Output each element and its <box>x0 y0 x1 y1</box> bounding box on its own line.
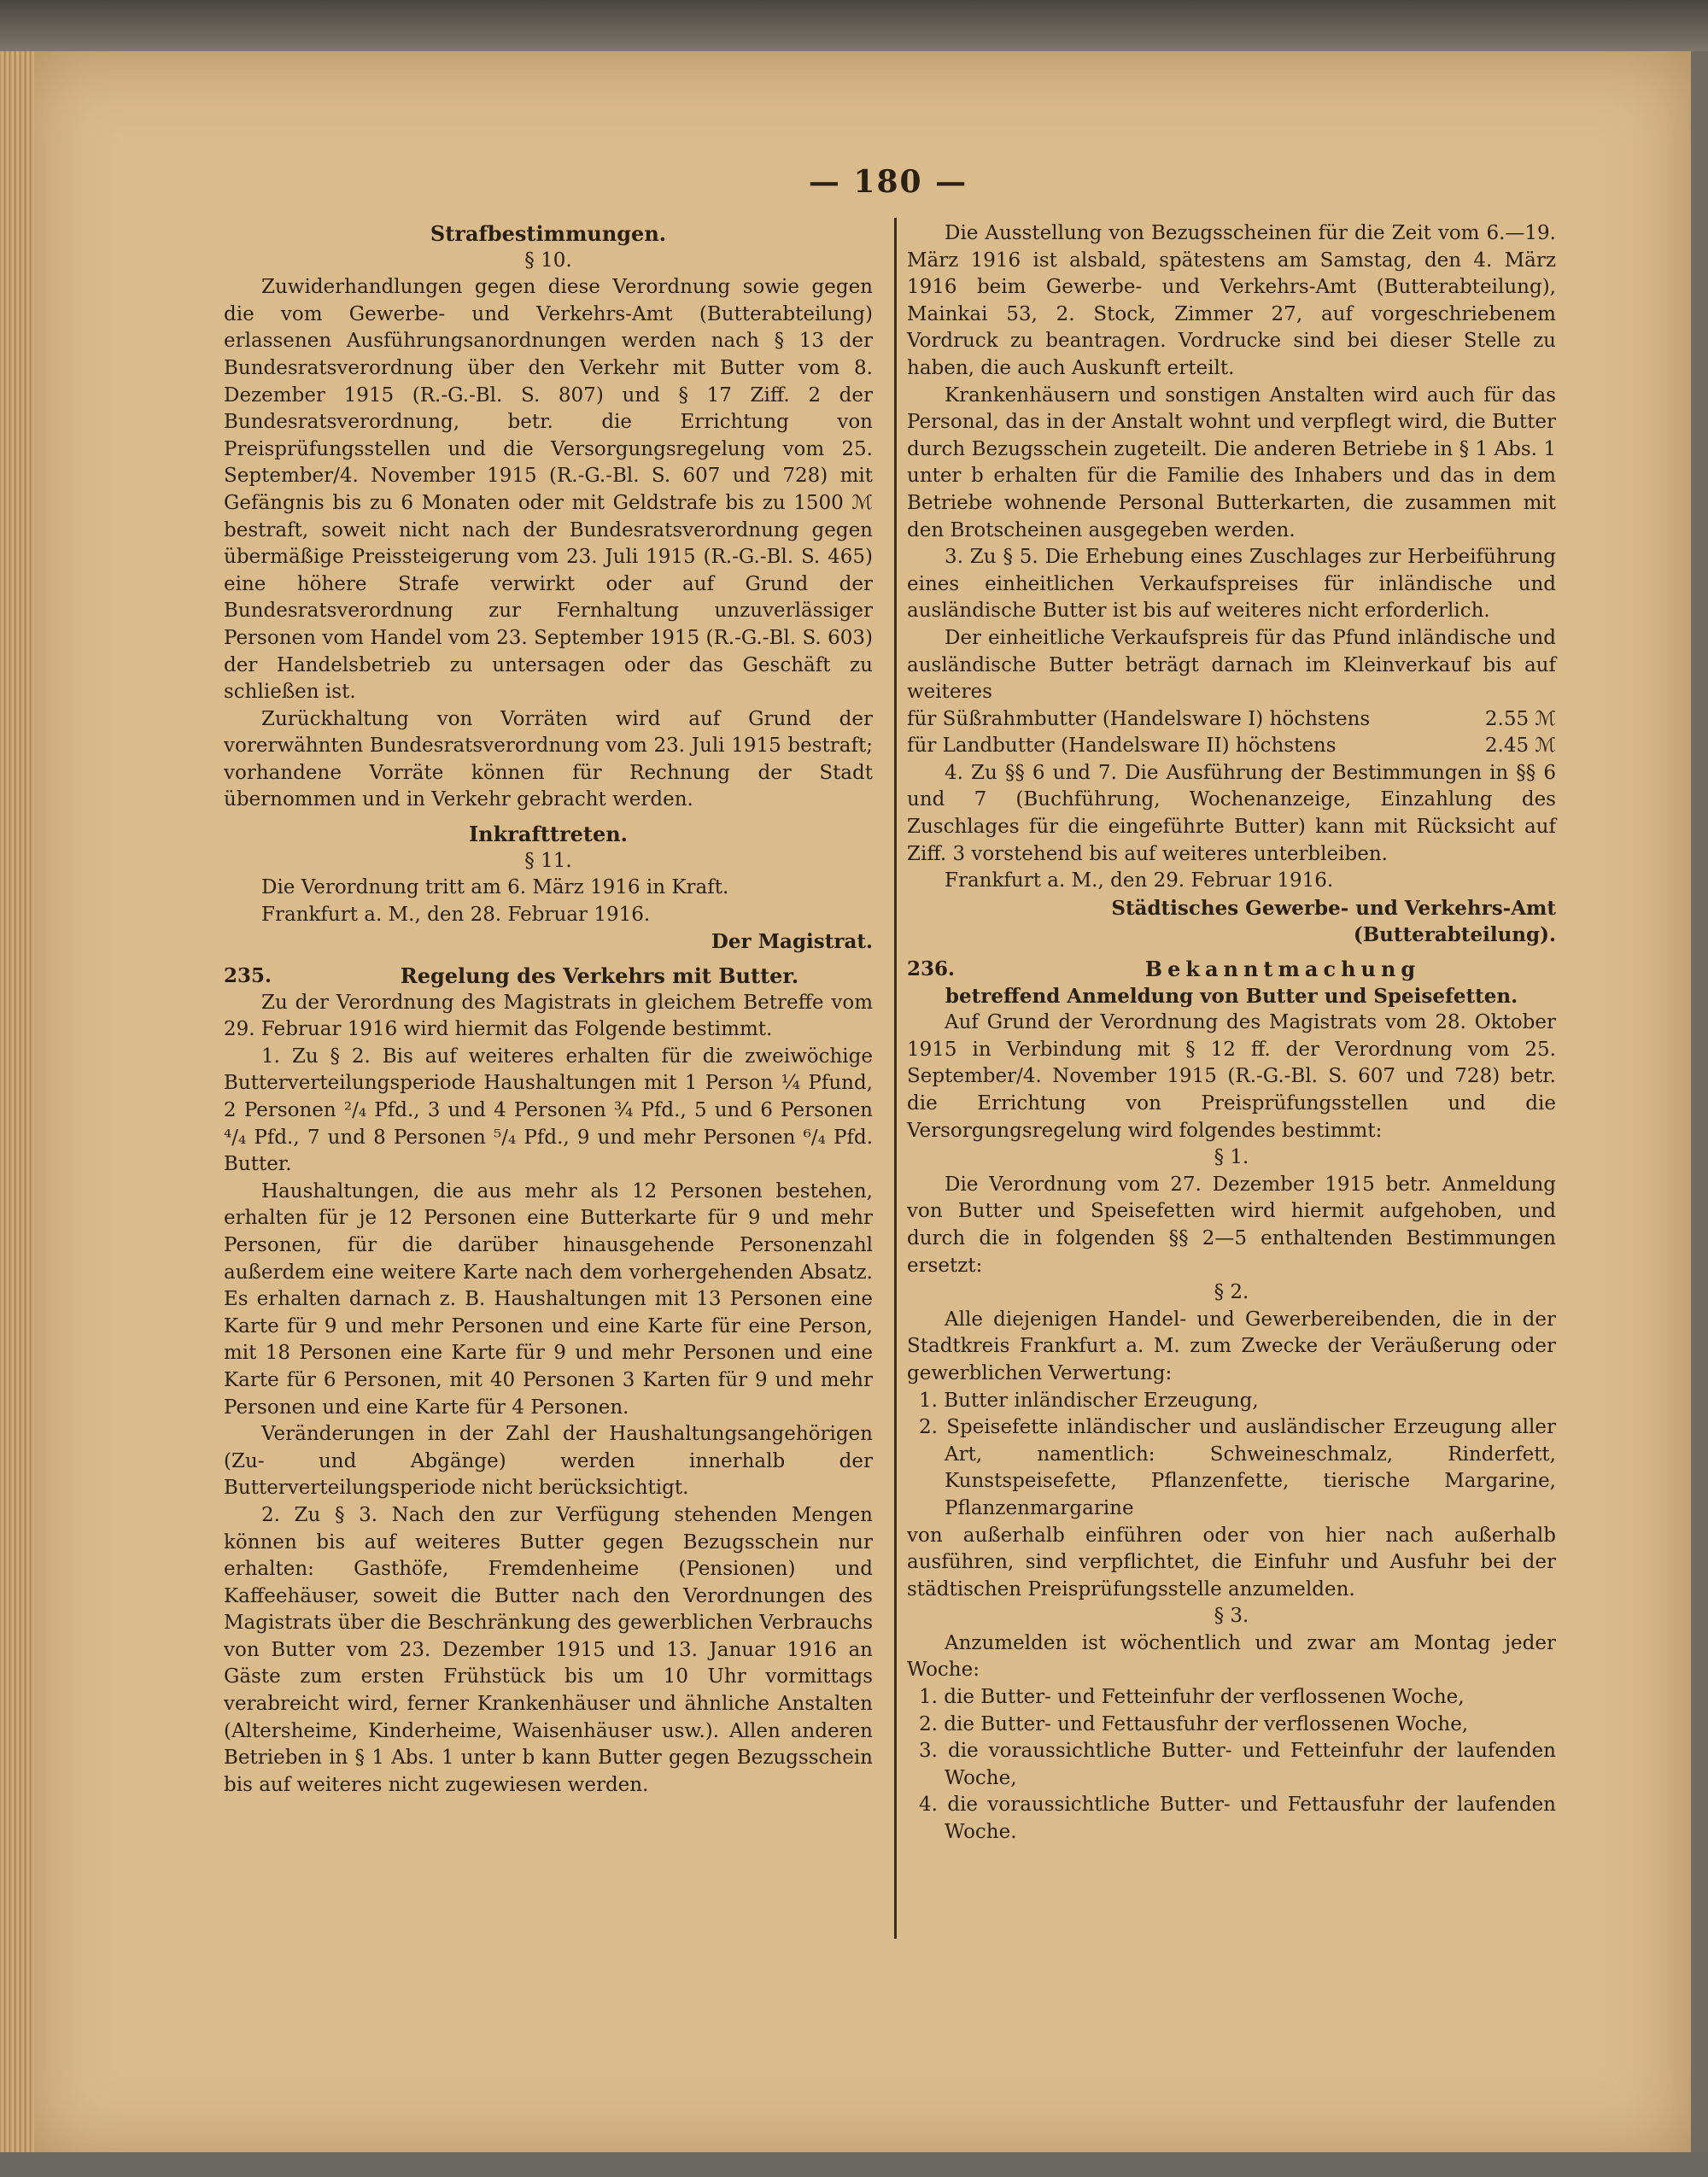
book-binding <box>0 0 1708 51</box>
list-item: 1. die Butter- und Fetteinfuhr der verflossenen Woche, <box>919 1686 1465 1709</box>
price-row <box>907 706 1556 734</box>
body-paragraph: Haushaltungen, die aus mehr als 12 Personen bestehen, erhalten für je 12 Personen eine Butterkarte für 9 und mehr Personen, für die darüber hinausgehende Personenzahl außerdem eine weitere Karte nach dem vorhergehenden Absatz. Es erhalten darnach z. B. Haushaltungen mit 13 Personen eine Karte für 9 und mehr Personen und eine Karte für eine Person, mit 18 Personen eine Karte für 9 und mehr Personen und eine Karte für 6 Personen, mit 40 Personen 3 Karten für 9 und mehr Personen und eine Karte für 4 Personen. <box>224 1179 873 1419</box>
price-row <box>907 733 1556 760</box>
body-paragraph: Zuwiderhandlungen gegen diese Verordnung sowie gegen die vom Gewerbe- und Verkehrs-Amt (Butterabteilung) erlassenen Ausführungsanordnungen werden nach § 13 der Bundesratsverordnung über den Verkehr mit Butter vom 8. Dezember 1915 (R.-G.-Bl. S. 807) und § 17 Ziff. 2 der Bundesratsverordnung, betr. die Errichtung von Preisprüfungsstellen und die Versorgungsregelung vom 25. September/4. November 1915 (R.-G.-Bl. S. 607 und 728) mit Gefängnis bis zu 6 Monaten oder mit Geldstrafe bis zu 1500 ℳ bestraft, soweit nicht nach der Bundesratsverordnung gegen übermäßige Preissteigerung vom 23. Juli 1915 (R.-G.-Bl. S. 465) eine höhere Strafe verwirkt oder auf Grund der Bundesratsverordnung zur Fernhaltung unzuverlässiger Personen vom Handel vom 23. September 1915 (R.-G.-Bl. S. 603) der Handelsbetrieb zu untersagen oder das Geschäft zu schließen ist. <box>224 276 873 704</box>
body-paragraph: 3. Zu § 5. Die Erhebung eines Zuschlages zur Herbeiführung eines einheitlichen Verkaufspreises für inländische und ausländische Butter ist bis auf weiteres nicht erforderlich. <box>907 546 1556 623</box>
announcement-title: Bekanntmachung <box>1144 957 1421 982</box>
announcement-title: Regelung des Verkehrs mit Butter. <box>400 963 799 989</box>
announcement-header <box>224 963 873 990</box>
body-paragraph: Die Ausstellung von Bezugsscheinen für die Zeit vom 6.—19. März 1916 ist alsbald, spätestens am Samstag, den 4. März 1916 beim Gewerbe- und Verkehrs-Amt (Butterabteilung), Mainkai 53, 2. Stock, Zimmer 27, auf vorgeschriebenem Vordruck zu beantragen. Vordrucke sind bei dieser Stelle zu haben, die auch Auskunft erteilt. <box>907 222 1556 379</box>
paragraph-number: § 3. <box>1214 1605 1249 1628</box>
place-date: Frankfurt a. M., den 28. Februar 1916. <box>261 903 651 926</box>
body-paragraph: Zu der Verordnung des Magistrats in gleichem Betreffe vom 29. Februar 1916 wird hiermit das Folgende bestimmt. <box>224 991 873 1041</box>
paragraph-number: § 2. <box>1214 1281 1249 1304</box>
announcement-number: 235. <box>224 964 272 988</box>
announcement-header <box>907 956 1556 983</box>
list-item: 4. die voraussichtliche Butter- und Fettausfuhr der laufenden Woche. <box>919 1794 1556 1844</box>
signature: Der Magistrat. <box>711 930 873 954</box>
paragraph-number: § 11. <box>524 849 572 872</box>
body-paragraph: Anzumelden ist wöchentlich und zwar am Montag jeder Woche: <box>907 1631 1556 1682</box>
list-item: 1. Butter inländischer Erzeugung, <box>919 1389 1259 1412</box>
body-paragraph: 1. Zu § 2. Bis auf weiteres erhalten für die zweiwöchige Butterverteilungsperiode Haushaltungen mit 1 Person ¼ Pfund, 2 Personen ²/₄ Pfd., 3 und 4 Personen ¾ Pfd., 5 und 6 Personen ⁴/₄ Pfd., 7 und 8 Personen ⁵/₄ Pfd., 9 und mehr Personen ⁶/₄ Pfd. Butter. <box>224 1045 873 1176</box>
page-edges <box>0 51 34 2161</box>
body-paragraph: 2. Zu § 3. Nach den zur Verfügung stehenden Mengen können bis auf weiteres Butter gegen Bezugsschein nur erhalten: Gasthöfe, Fremdenheime (Pensionen) und Kaffeehäuser, soweit die Butter nach den Verordnungen des Magistrats über die Beschränkung des gewerblichen Verbrauchs von Butter vom 23. Dezember 1915 und 13. Januar 1916 an Gäste zum ersten Frühstück bis um 10 Uhr vormittags verabreicht wird, ferner Krankenhäuser und ähnliche Anstalten (Altersheime, Kinderheime, Waisenhäuser usw.). Allen anderen Betrieben in § 1 Abs. 1 unter b kann Butter gegen Bezugsschein bis auf weiteres nicht zugewiesen werden. <box>224 1503 873 1796</box>
body-paragraph: Die Verordnung vom 27. Dezember 1915 betr. Anmeldung von Butter und Speisefetten wird hiermit aufgehoben, und durch die in folgenden §§ 2—5 enthaltenden Bestimmungen ersetzt: <box>907 1173 1556 1277</box>
paragraph-number: § 1. <box>1214 1146 1249 1169</box>
column-divider <box>894 218 897 1939</box>
body-paragraph: Der einheitliche Verkaufspreis für das Pfund inländische und ausländische Butter beträgt darnach im Kleinverkauf bis auf weiteres <box>907 626 1556 704</box>
body-paragraph: von außerhalb einführen oder von hier nach außerhalb ausführen, sind verpflichtet, die Einfuhr und Ausfuhr bei der städtischen Preisprüfungsstelle anzumelden. <box>907 1524 1556 1601</box>
paragraph-number: § 10. <box>524 249 572 272</box>
body-paragraph: Alle diejenigen Handel- und Gewerbereibenden, die in der Stadtkreis Frankfurt a. M. zum Zwecke der Veräußerung oder gewerblichen Verwertung: <box>907 1308 1556 1384</box>
body-paragraph: Die Verordnung tritt am 6. März 1916 in Kraft. <box>261 876 729 899</box>
price-label: für Süßrahmbutter (Handelsware I) höchstens <box>907 707 1371 730</box>
body-paragraph: Krankenhäusern und sonstigen Anstalten wird auch für das Personal, das in der Anstalt wohnt und verpflegt wird, die Butter durch Bezugsschein zugeteilt. Die anderen Betriebe in § 1 Abs. 1 unter b erhalten für die Familie des Inhabers und das in dem Betriebe wohnende Personal Butterkarten, die zusammen mit den Brotscheinen ausgegeben werden. <box>907 383 1556 541</box>
list-item: 2. die Butter- und Fettausfuhr der verflossenen Woche, <box>919 1712 1469 1735</box>
price-value: 2.55 ℳ <box>1484 707 1556 730</box>
page-number: — 180 — <box>808 164 968 200</box>
list-item: 3. die voraussichtliche Butter- und Fetteinfuhr der laufenden Woche, <box>919 1740 1556 1789</box>
body-paragraph: 4. Zu §§ 6 und 7. Die Ausführung der Bestimmungen in §§ 6 und 7 (Buchführung, Wochenanzeige, Einzahlung des Zuschlages für die eingeführte Butter) kann mit Rücksicht auf Ziff. 3 vorstehend bis auf weiteres unterbleiben. <box>907 761 1556 865</box>
scan-bottom-strip <box>0 2152 1708 2177</box>
place-date: Frankfurt a. M., den 29. Februar 1916. <box>945 869 1334 892</box>
body-paragraph: Auf Grund der Verordnung des Magistrats vom 28. Oktober 1915 in Verbindung mit § 12 ff. der Verordnung vom 25. September/4. November 1915 (R.-G.-Bl. S. 607 und 728) betr. die Errichtung von Preisprüfungsstellen und die Versorgungsregelung wird folgendes bestimmt: <box>907 1011 1556 1142</box>
body-paragraph: Veränderungen in der Zahl der Haushaltungsangehörigen (Zu- und Abgänge) werden innerhalb der Butterverteilungsperiode nicht berücksichtigt. <box>224 1423 873 1500</box>
left-column <box>224 220 873 1799</box>
right-column <box>907 220 1556 1846</box>
price-label: für Landbutter (Handelsware II) höchstens <box>907 734 1337 758</box>
signature: Städtisches Gewerbe- und Verkehrs-Amt (Butterabteilung). <box>1111 896 1556 947</box>
section-heading: Inkrafttreten. <box>468 822 629 847</box>
list-item: 2. Speisefette inländischer und ausländischer Erzeugung aller Art, namentlich: Schweineschmalz, Rinderfett, Kunstspeisefette, Pflanzenfette, tierische Margarine, Pflanzenmargarine <box>919 1416 1556 1519</box>
announcement-number: 236. <box>907 957 956 981</box>
body-paragraph: Zurückhaltung von Vorräten wird auf Grund der vorerwähnten Bundesratsverordnung vom 23. Juli 1915 bestraft; vorhandene Vorräte können für Rechnung der Stadt übernommen und in Verkehr gebracht werden. <box>224 707 873 811</box>
section-heading: Strafbestimmungen. <box>430 221 667 246</box>
price-value: 2.45 ℳ <box>1484 734 1556 758</box>
announcement-subtitle: betreffend Anmeldung von Butter und Speisefetten. <box>945 984 1518 1008</box>
